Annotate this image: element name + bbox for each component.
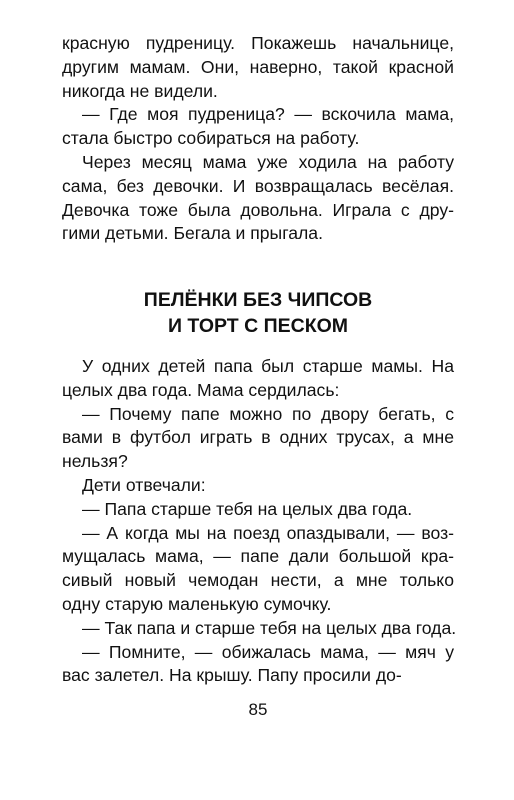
text-line: Дети отвечали: — [82, 474, 206, 495]
text-line: У одних детей папа был старше мамы. На — [82, 356, 454, 376]
text-line: — А когда мы на поезд опаздывали, — воз- — [82, 522, 454, 543]
text-line: стала быстро собираться на работу. — [62, 128, 360, 149]
text-line: нельзя? — [62, 451, 128, 472]
text-line: другим мамам. Они, наверно, такой красной — [62, 56, 454, 77]
text-block-top — [62, 32, 454, 246]
text-line: Через месяц мама уже ходила на работу — [82, 151, 454, 172]
text-line: — Почему папе можно по двору бегать, с — [82, 403, 454, 424]
paragraph — [62, 641, 454, 689]
text-line: — Папа старше тебя на целых два года. — [82, 498, 413, 519]
text-line: одну старую маленькую сумочку. — [62, 593, 332, 614]
text-block-bottom — [62, 355, 457, 688]
paragraph — [62, 32, 454, 103]
text-line: сивый новый чемодан нести, а мне только — [62, 570, 454, 591]
text-line: красную пудреницу. Покажешь начальнице, — [62, 33, 454, 53]
text-line: Девочка тоже была довольна. Играла с дру- — [62, 199, 454, 220]
paragraph — [62, 474, 454, 498]
paragraph — [62, 617, 457, 641]
text-line: гими детьми. Бегала и прыгала. — [62, 223, 323, 244]
paragraph — [62, 498, 454, 522]
chapter-heading-line-2: И ТОРТ С ПЕСКОМ — [167, 315, 349, 337]
paragraph — [62, 522, 454, 617]
paragraph — [62, 355, 454, 403]
page-number: 85 — [248, 700, 268, 719]
text-line: вас залетел. На крышу. Папу просили до- — [62, 665, 402, 686]
text-line: — Помните, — обижалась мама, — мяч у — [82, 641, 454, 662]
text-line: — Так папа и старше тебя на целых два года. — [82, 617, 457, 638]
paragraph — [62, 103, 454, 151]
text-line: мущалась мама, — папе дали большой кра- — [62, 546, 454, 567]
chapter-heading — [62, 287, 454, 339]
text-line: — Где моя пудреница? — вскочила мама, — [82, 104, 454, 125]
book-page — [62, 32, 457, 768]
text-line: сама, без девочки. И возвращалась весёлая. — [62, 175, 454, 196]
text-line: целых два года. Мама сердилась: — [62, 379, 340, 400]
paragraph — [62, 151, 454, 246]
chapter-heading-line-1: ПЕЛЁНКИ БЕЗ ЧИПСОВ — [143, 289, 373, 311]
text-line: вами в футбол играть в одних трусах, а мне — [62, 427, 454, 448]
text-line: никогда не видели. — [62, 80, 218, 101]
paragraph — [62, 403, 454, 474]
